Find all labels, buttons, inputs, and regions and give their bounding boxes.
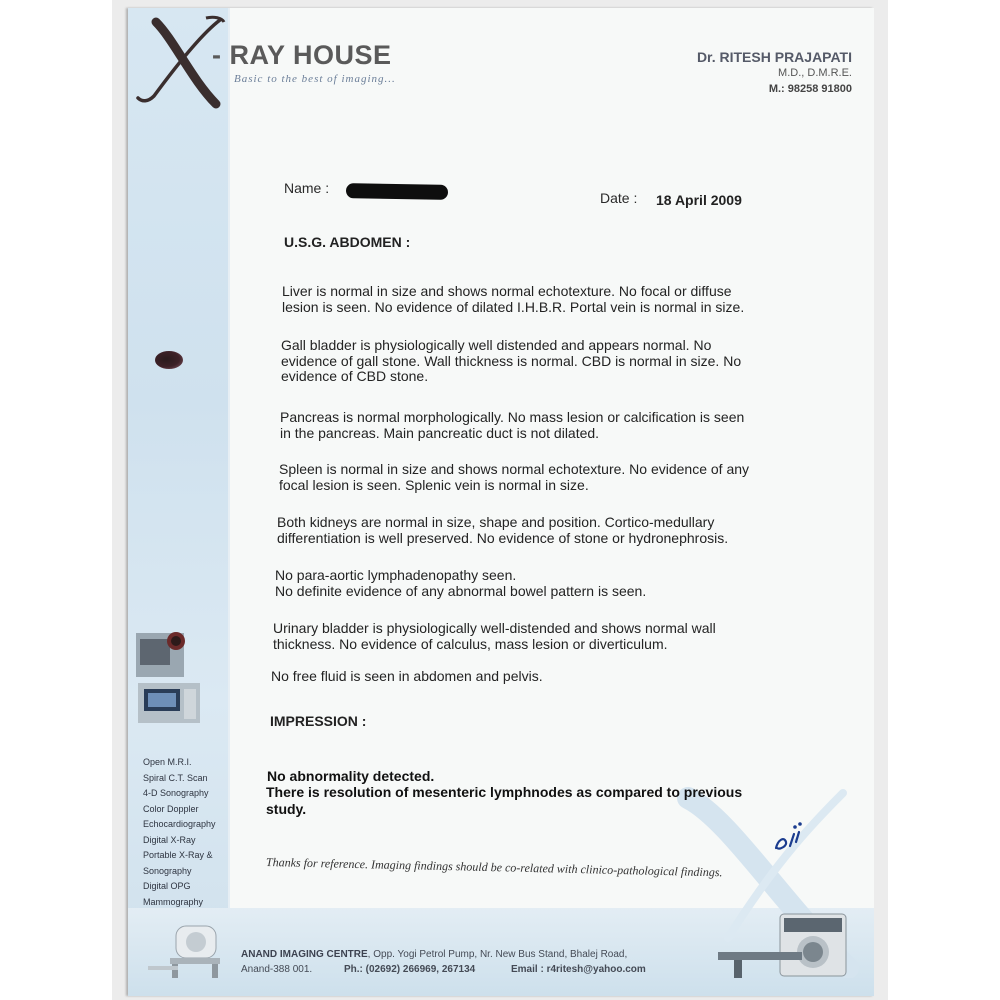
service-item: 4-D Sonography <box>143 788 209 798</box>
footer-email: Email : r4ritesh@yahoo.com <box>511 964 646 975</box>
mri-machine-image <box>714 908 854 988</box>
centre-address: , Opp. Yogi Petrol Pump, Nr. New Bus Stand, Bhalej Road, <box>367 949 628 960</box>
centre-name: ANAND IMAGING CENTRE <box>241 949 368 960</box>
impression-line: study. <box>266 801 307 817</box>
service-item: Echocardiography <box>143 819 216 829</box>
finding-pancreas <box>280 410 744 441</box>
finding-line: Both kidneys are normal in size, shape and position. Cortico-medullary <box>277 514 715 530</box>
service-item: Mammography <box>143 896 204 907</box>
finding-line: No free fluid is seen in abdomen and pelvis. <box>271 668 543 684</box>
finding-line: Spleen is normal in size and shows normal echotexture. No evidence of any <box>279 461 750 477</box>
finding-spleen <box>279 462 749 493</box>
services-list <box>143 755 216 910</box>
finding-line: Gall bladder is physiologically well distended and appears normal. No <box>281 337 712 353</box>
finding-line: lesion is seen. No evidence of dilated I.H.B.R. Portal vein is normal in size. <box>282 298 745 315</box>
impression-line: There is resolution of mesenteric lymphnodes as compared to previous <box>266 784 743 800</box>
brand-tagline: Basic to the best of imaging... <box>234 73 396 85</box>
redacted-patient-name <box>346 183 448 200</box>
service-item: Digital OPG <box>143 881 191 891</box>
date-label: Date : <box>600 190 638 206</box>
service-item: Sonography <box>143 865 192 876</box>
finding-line: Liver is normal in size and shows normal echotexture. No focal or diffuse <box>282 283 732 299</box>
finding-line: No para-aortic lymphadenopathy seen. <box>275 567 517 583</box>
finding-lymph-bowel <box>275 568 646 599</box>
service-item: Color Doppler <box>143 803 199 814</box>
footer-address-line <box>241 949 627 960</box>
finding-line: Pancreas is normal morphologically. No mass lesion or calcification is seen <box>280 409 745 425</box>
service-item: Digital X-Ray <box>143 834 196 845</box>
finding-line: focal lesion is seen. Splenic vein is normal in size. <box>279 476 589 493</box>
finding-line: No definite evidence of any abnormal bowel pattern is seen. <box>275 582 647 599</box>
finding-kidneys <box>277 515 728 546</box>
signature-icon <box>768 818 808 858</box>
service-item: Spiral C.T. Scan <box>143 772 208 783</box>
impression-line: No abnormality detected. <box>267 768 435 784</box>
doctor-name: Dr. RITESH PRAJAPATI <box>696 49 852 65</box>
report-sheet <box>128 8 874 996</box>
opg-equipment-image <box>142 922 228 982</box>
console-equipment-image <box>134 625 214 735</box>
closing-note: Thanks for reference. Imaging findings should be co-related with clinico-pathological findings. <box>265 855 723 880</box>
doctor-mobile: M.: 98258 91800 <box>768 83 852 95</box>
finding-gall-bladder <box>281 338 741 385</box>
patient-name-label: Name : <box>284 180 330 196</box>
finding-liver <box>282 284 744 315</box>
punch-hole <box>155 351 183 369</box>
finding-urinary-bladder <box>273 621 716 652</box>
finding-free-fluid <box>271 669 543 685</box>
footer-phone: Ph.: (02692) 266969, 267134 <box>344 964 476 975</box>
doctor-qualification: M.D., D.M.R.E. <box>778 67 852 79</box>
sidebar-edge <box>228 8 230 996</box>
impression-heading: IMPRESSION : <box>270 713 367 729</box>
brand-name: - RAY HOUSE <box>212 40 392 70</box>
service-item: Portable X-Ray & <box>143 850 213 860</box>
finding-line: evidence of CBD stone. <box>281 368 429 384</box>
service-item: Open M.R.I. <box>143 757 192 767</box>
report-date: 18 April 2009 <box>656 192 742 208</box>
finding-line: thickness. No evidence of calculus, mass lesion or diverticulum. <box>273 635 668 652</box>
footer-city: Anand-388 001. <box>241 964 313 975</box>
finding-line: differentiation is well preserved. No evidence of stone or hydronephrosis. <box>277 529 729 546</box>
report-heading: U.S.G. ABDOMEN : <box>284 234 411 250</box>
finding-line: evidence of gall stone. Wall thickness is normal. CBD is normal in size. No <box>281 352 742 369</box>
finding-line: Urinary bladder is physiologically well-distended and shows normal wall <box>273 620 716 636</box>
finding-line: in the pancreas. Main pancreatic duct is not dilated. <box>280 424 600 441</box>
